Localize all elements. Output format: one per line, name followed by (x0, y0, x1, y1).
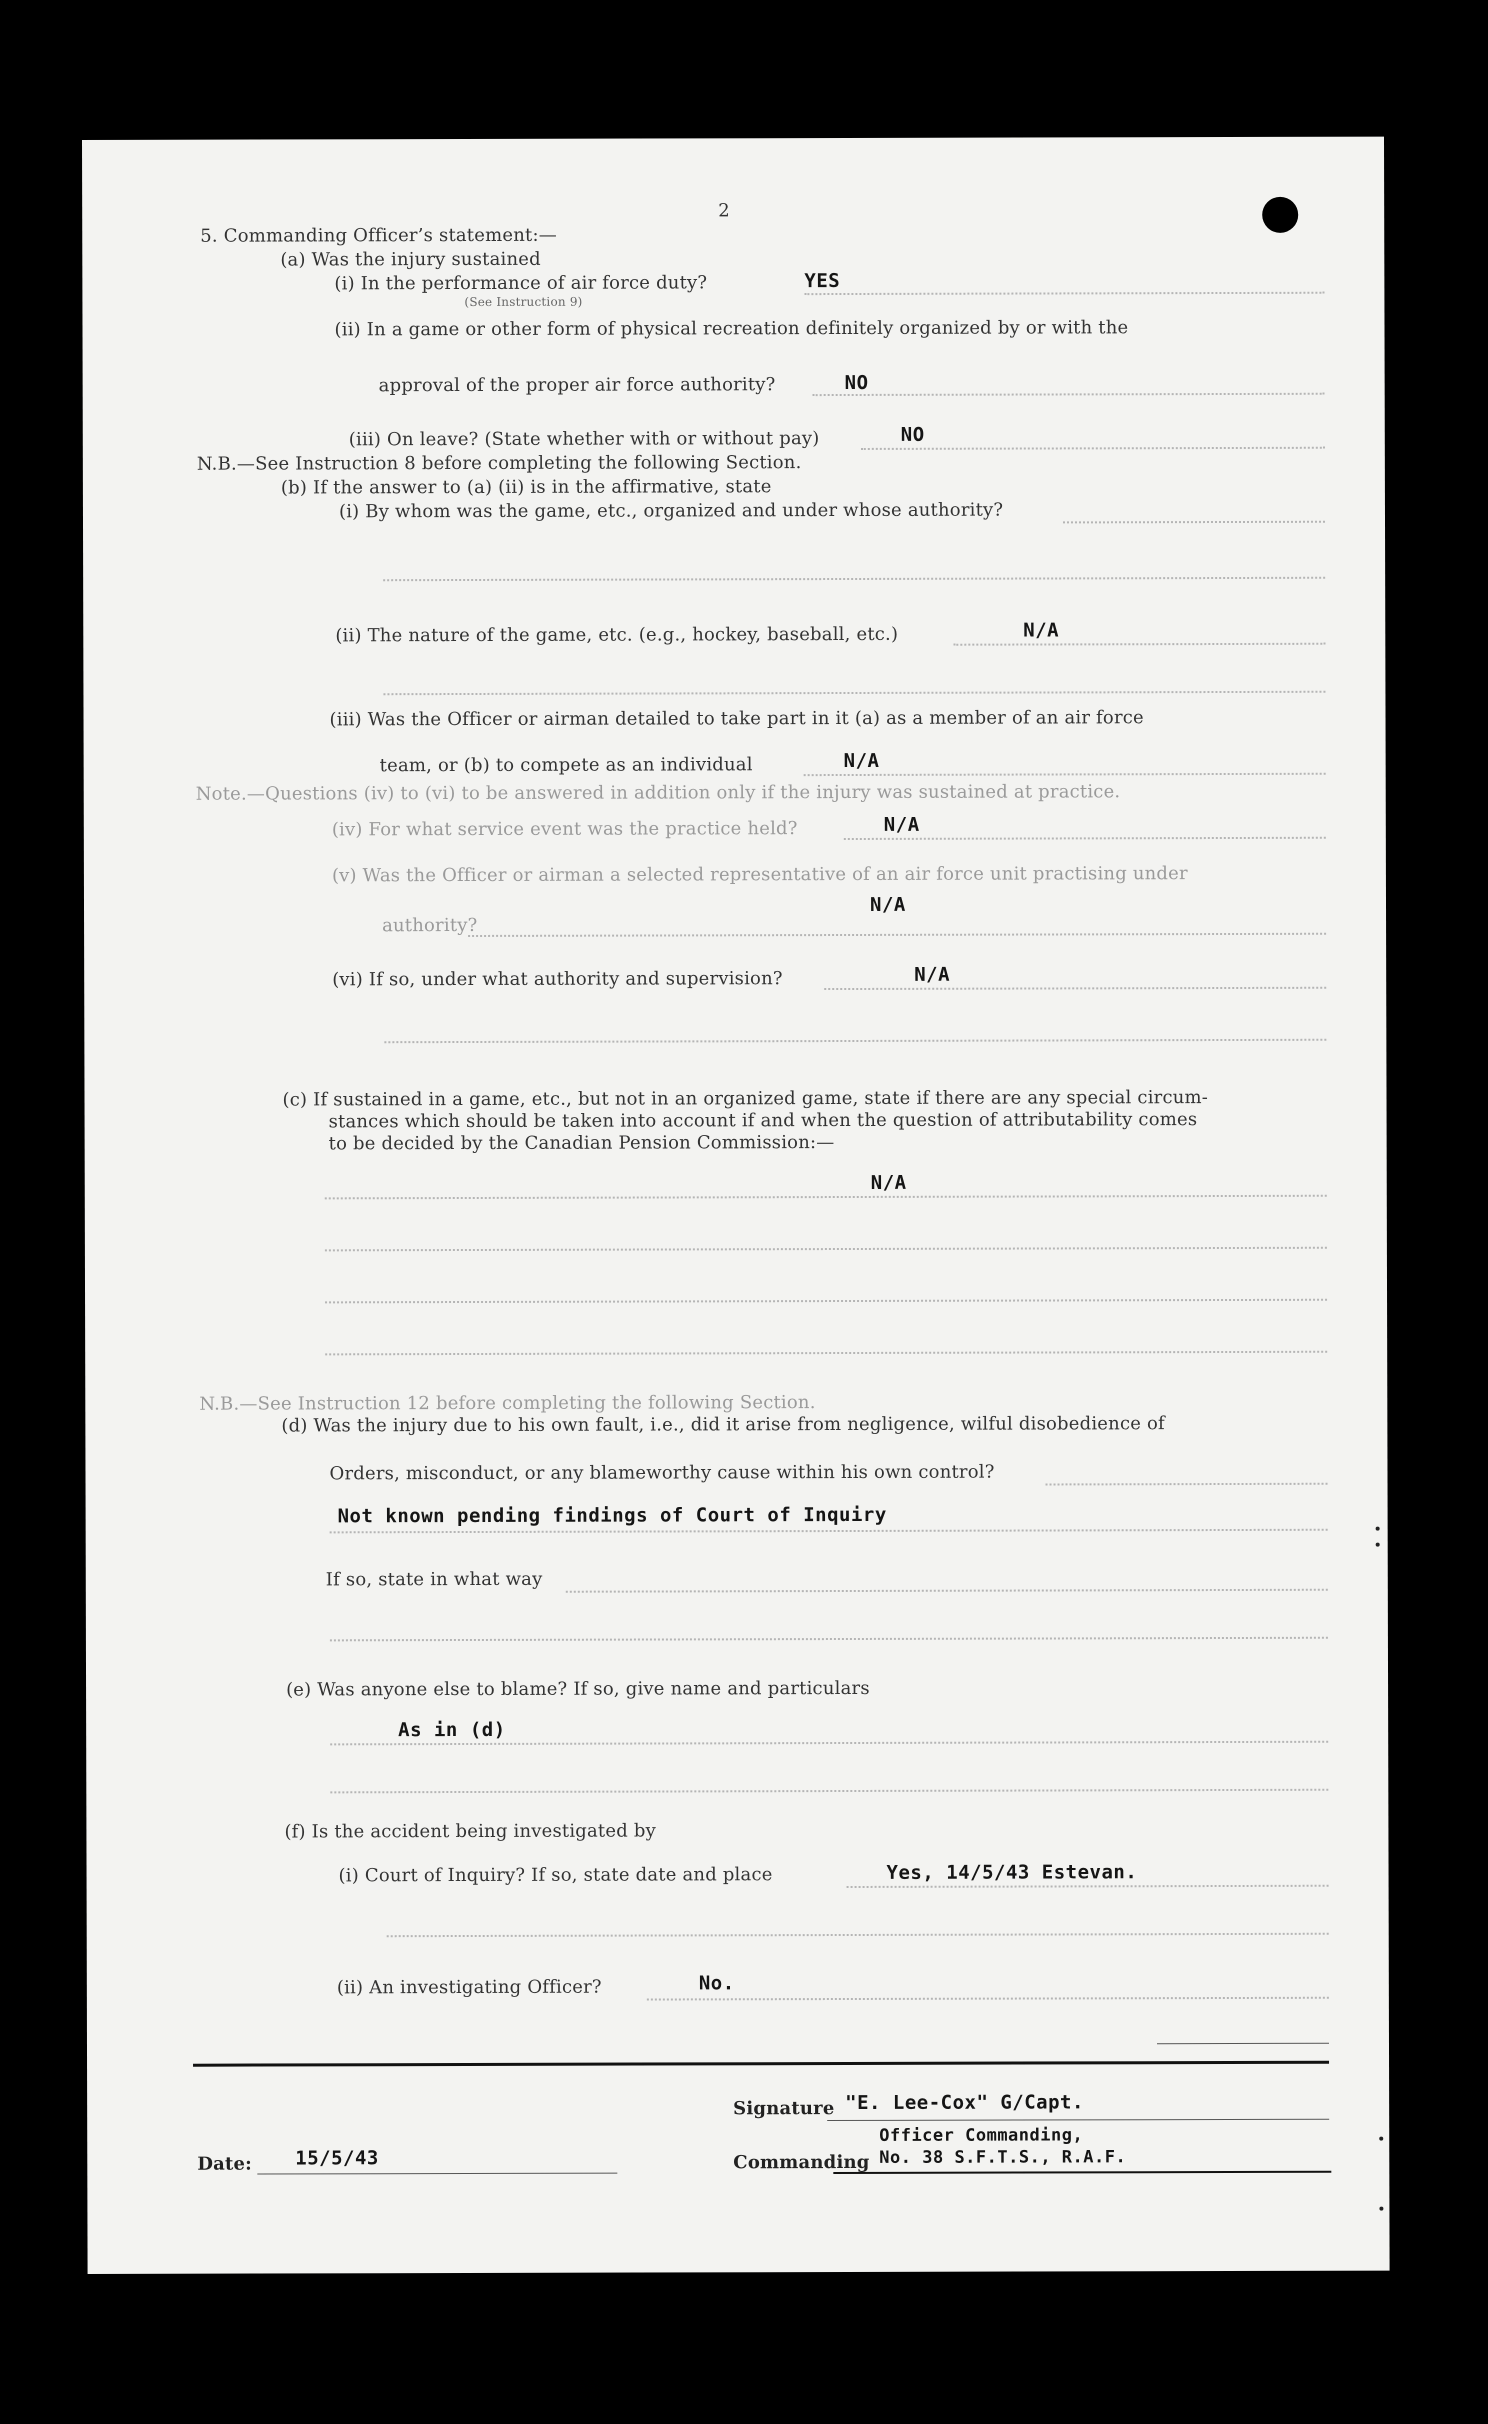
answer-line (325, 1351, 1327, 1356)
question-d-if-so: If so, state in what way (325, 1568, 543, 1591)
answer-line (953, 643, 1325, 646)
question-a-label: (a) Was the injury sustained (280, 248, 541, 271)
question-b-iii-line1: (iii) Was the Officer or airman detailed to take part in it (a) as a member of an air force (329, 707, 1144, 731)
page-number: 2 (718, 200, 730, 222)
answer-line (468, 933, 1326, 937)
question-d-line1: (d) Was the injury due to his own fault, i.e., did it arise from negligence, wilful disobedience of (281, 1413, 1165, 1437)
answer-b-iii: N/A (843, 749, 880, 773)
answer-b-v: N/A (869, 893, 906, 916)
answer-line (387, 1933, 1329, 1937)
answer-e: As in (d) (398, 1718, 506, 1742)
answer-line (383, 691, 1325, 695)
answer-line (330, 1637, 1328, 1642)
answer-c: N/A (870, 1171, 907, 1194)
question-a-ii-line2: approval of the proper air force authority? (378, 374, 776, 397)
commanding-label: Commanding (733, 2151, 870, 2174)
question-b-i: (i) By whom was the game, etc., organized and under whose authority? (338, 499, 1004, 523)
answer-line (566, 1589, 1328, 1593)
answer-line (824, 987, 1326, 990)
question-b-v-line2: authority? (382, 914, 478, 937)
question-e: (e) Was anyone else to blame? If so, give name and particulars (286, 1677, 870, 1701)
answer-line (804, 292, 1324, 295)
answer-b-ii: N/A (1023, 619, 1060, 642)
footer-rule-right (1157, 2043, 1329, 2044)
question-b-ii: (ii) The nature of the game, etc. (e.g., hockey, baseball, etc.) (335, 623, 899, 647)
section-5-title: 5. Commanding Officer’s statement:— (200, 224, 557, 247)
question-c-line1: (c) If sustained in a game, etc., but not in an organized game, state if there are any special circum- (282, 1087, 1209, 1111)
question-b-label: (b) If the answer to (a) (ii) is in the affirmative, state (280, 476, 772, 499)
signature-label: Signature (733, 2098, 835, 2120)
speck (1376, 1543, 1380, 1547)
instruction-note: (See Instruction 9) (464, 294, 583, 309)
speck (1376, 1527, 1380, 1531)
answer-line (325, 1247, 1327, 1252)
answer-line (330, 1741, 1328, 1746)
answer-b-iv: N/A (883, 813, 920, 836)
question-a-i: (i) In the performance of air force duty? (334, 272, 708, 295)
answer-f-ii: No. (698, 1972, 735, 1995)
commanding-line (833, 2171, 1331, 2174)
signature-line (827, 2119, 1329, 2121)
answer-f-i: Yes, 14/5/43 Estevan. (886, 1861, 1138, 1884)
question-b-vi: (vi) If so, under what authority and supervision? (332, 968, 783, 991)
signature-value: "E. Lee-Cox" G/Capt. (845, 2091, 1084, 2115)
date-line (257, 2173, 617, 2175)
question-c-line2: stances which should be taken into account if and when the question of attributability comes (328, 1109, 1198, 1133)
speck (1379, 2207, 1383, 2211)
question-b-v-line1: (v) Was the Officer or airman a selected representative of an air force unit practising under (331, 863, 1188, 887)
answer-a-ii: NO (844, 371, 869, 395)
nb-instruction-12: N.B.—See Instruction 12 before completing the following Section. (199, 1392, 816, 1415)
question-a-ii-line1: (ii) In a game or other form of physical recreation definitely organized by or with the (334, 317, 1129, 341)
answer-d: Not known pending findings of Court of Inquiry (337, 1503, 887, 1528)
question-b-iii-line2: team, or (b) to compete as an individual (379, 754, 753, 777)
answer-line (384, 1039, 1326, 1043)
answer-line (844, 837, 1326, 840)
answer-line (325, 1195, 1327, 1200)
answer-line (330, 1789, 1328, 1794)
document-page (82, 137, 1390, 2274)
commanding-line2: No. 38 S.F.T.S., R.A.F. (879, 2147, 1127, 2168)
date-label: Date: (197, 2153, 253, 2175)
note-practice: Note.—Questions (iv) to (vi) to be answered in addition only if the injury was sustained at practice. (195, 781, 1121, 805)
answer-line (813, 393, 1325, 396)
answer-line (647, 1997, 1329, 2001)
answer-line (330, 1529, 1328, 1534)
answer-line (847, 1885, 1329, 1888)
punch-hole (1262, 197, 1298, 233)
answer-b-vi: N/A (914, 963, 951, 986)
question-f-ii: (ii) An investigating Officer? (336, 1976, 602, 1999)
commanding-line1: Officer Commanding, (879, 2125, 1084, 2146)
answer-line (325, 1299, 1327, 1304)
question-a-iii: (iii) On leave? (State whether with or without pay) (348, 428, 820, 451)
speck (1379, 2137, 1383, 2141)
question-f-label: (f) Is the accident being investigated by (284, 1820, 656, 1843)
question-c-line3: to be decided by the Canadian Pension Commission:— (328, 1132, 835, 1155)
question-d-line2: Orders, misconduct, or any blameworthy cause within his own control? (329, 1461, 995, 1485)
nb-instruction-8: N.B.—See Instruction 8 before completing the following Section. (196, 452, 802, 475)
question-f-i: (i) Court of Inquiry? If so, state date and place (338, 1864, 773, 1887)
question-b-iv: (iv) For what service event was the practice held? (331, 818, 798, 841)
answer-a-iii: NO (900, 423, 925, 446)
answer-line (1063, 521, 1325, 524)
answer-line (1046, 1483, 1328, 1486)
answer-line (804, 773, 1326, 776)
answer-a-i: YES (804, 270, 841, 293)
answer-line (383, 577, 1325, 581)
date-value: 15/5/43 (295, 2147, 379, 2170)
answer-line (861, 447, 1325, 450)
footer-rule (193, 2061, 1329, 2067)
